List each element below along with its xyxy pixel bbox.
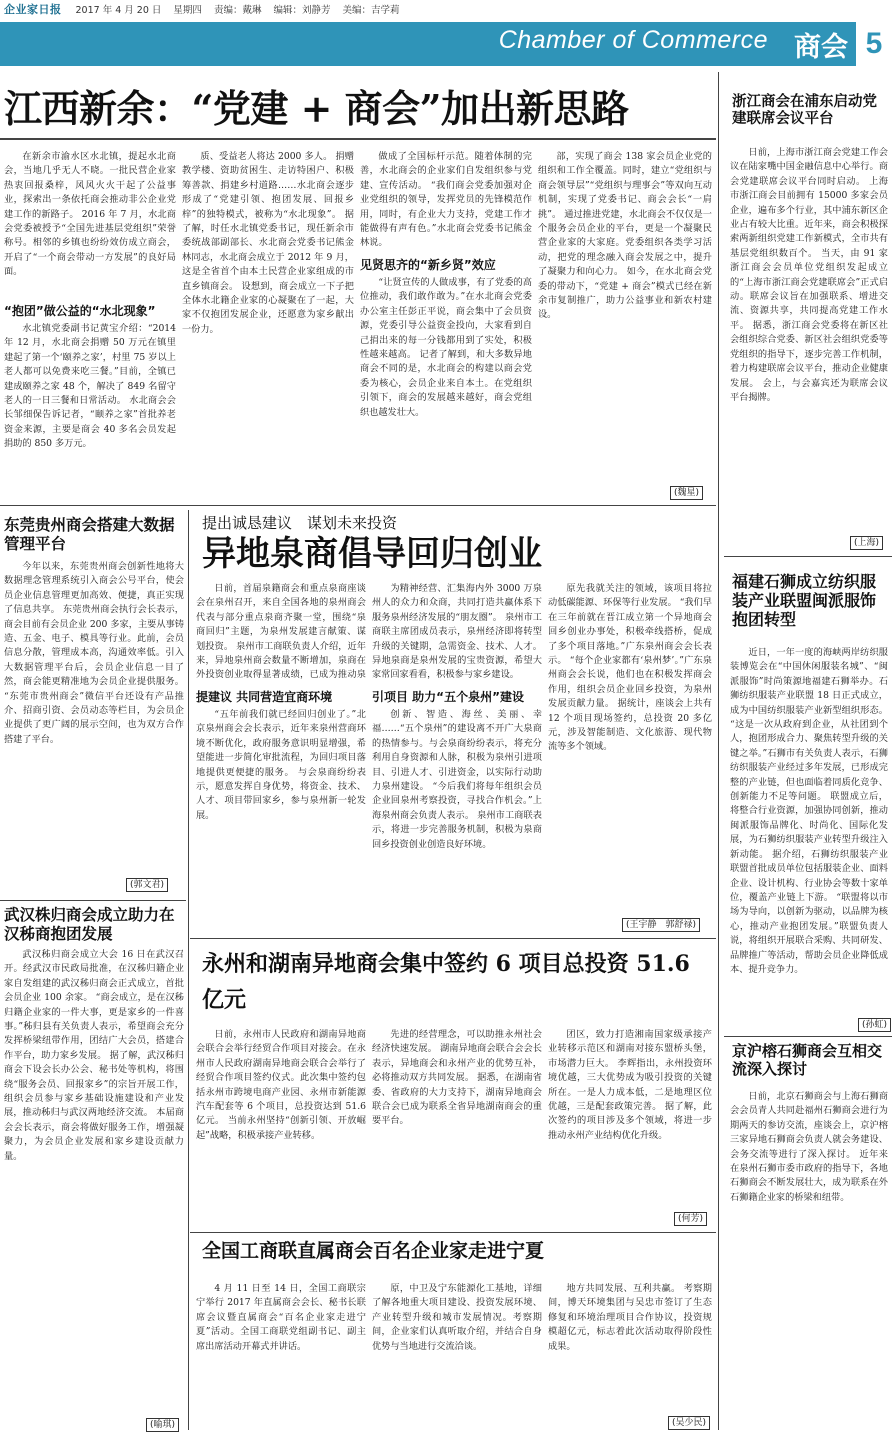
article1-title: 江西新余：“党建 + 商会”加出新思路 bbox=[4, 86, 629, 131]
article1-col1: 在新余市渝水区水北镇，提起水北商会，当地几乎无人不晓。一批民营企业家热衷回报桑梓，风风火火干起了公益事业，探索出一条依托商会推动非公企业党建工作的新路子。 2016 年 7 月，水北商会党委被授予“全国先进基层党组织”荣誉称号。相邻的乡镇也纷纷效仿成立商会，开启了“一个商会带动一方发展”的良好局面。 bbox=[4, 151, 176, 278]
article1-col1b: 水北镇党委副书记黄宝介绍：“2014 年 12 月，水北商会捐赠 50 万元在镇里建起了第一个‘颐养之家’，村里 75 岁以上老人都可以免费来吃三餐。”目前，全镇已建成颐养之家 48 个，解决了 849 名留守老人的一日三餐和日常活动。 水北商会会长邹细保告诉记者，“颐养之家”首批养老资金来源，主要是商会 40 多名会员发起捐助的 850 多万元。 bbox=[4, 323, 176, 450]
sidebar2-title: 东莞贵州商会搭建大数据管理平台 bbox=[4, 516, 175, 553]
editor-credit: 责编：戴琳 bbox=[213, 5, 262, 16]
article2-title: 异地泉商倡导回归创业 bbox=[202, 534, 542, 574]
meta-bar bbox=[0, 0, 892, 18]
column-divider-right bbox=[718, 72, 719, 1430]
sidebar3-title: 武汉株归商会成立助力在汉秭商抱团发展 bbox=[4, 906, 175, 943]
article2-col1b: “五年前我们就已经回归创业了。”北京泉州商会会长表示，近年来泉州营商环境不断优化，政府服务意识明显增强，希望能进一步简化审批流程，为回归项目落地提供更便捷的服务。 与会泉商纷纷表示，愿意发挥自身优势，将资金、技术、人才、项目带回家乡，参与泉州新一轮发展。 bbox=[196, 709, 366, 821]
section-title-english: Chamber of Commerce bbox=[498, 26, 768, 54]
article2-col2b: 创新、智造、海丝、美丽、幸福……“五个泉州”的建设离不开广大泉商的热情参与。与会泉商纷纷表示，将充分利用自身资源和人脉，积极为泉州引进项目、引进人才、引进资金，以实际行动助力泉州建设。 “今后我们将每年组织会员企业回泉州考察投资，寻找合作机会。”上海泉州商会负责人表示。 泉州市工商联表示，将进一步完善服务机制，积极为泉商回乡投资创业创造良好环境。 bbox=[372, 709, 542, 850]
issue-weekday: 星期四 bbox=[173, 5, 202, 16]
article1-col3: 做成了全国标杆示范。随着体制的完善，水北商会的企业家们自发组织参与党建、宣传活动。 “我们商会党委加强对企业党组织的领导，发挥党员的先锋模范作用，同时，有企业大力支持，党建工作才能做得有声有色。”水北商会党委书记熊金林说。 bbox=[360, 151, 532, 249]
sidebar4-title: 福建石狮成立纺织服装产业联盟闽派服饰抱团转型 bbox=[732, 572, 877, 630]
article2-subhead1: 提建议 共同营造宜商环境 bbox=[196, 690, 333, 704]
sidebar2-credit: (郭文君) bbox=[126, 878, 168, 892]
sidebar1-text: 日前，上海市浙江商会党建工作会议在陆家嘴中国金融信息中心举行。商会党建联席会议平台同时启动。 上海市浙江商会目前拥有 15000 多家会员企业，遍布多个行业，其中浦东新区企业占有较大比重。近年来，商会积极探索两新组织党建工作新模式，全市共有基层党组织数百个。 当天，由 91 家浙江商会会员单位党组织发起成立的“上海市浙江商会党建联席会”正式启动。联席会议旨在加强联系、增进交流、资源共享，共同提高党建工作水平。 据悉，浙江商会党委将在新区社会组织综合党委、新区社会组织党委等党组织的指导下，逐步完善工作机制，着力构建联席会议平台，推动企业健康发展。 会上，与会嘉宾还为联席会议平台揭牌。 bbox=[730, 147, 888, 403]
sidebar5-text: 日前，北京石狮商会与上海石狮商会会员青人共同赴福州石狮商会进行为期两天的参访交流，座谈会上，京沪榕三家异地石狮商会负责人就会务建设、会务交流等进行了深入探讨。 近年来在泉州石狮市委市政府的指导下，各地石狮商会不断发展壮大，成为联系在外石狮籍企业家的桥梁和纽带。 bbox=[730, 1091, 888, 1203]
sidebar1-bottom-rule bbox=[724, 556, 892, 557]
article3-col1: 日前，永州市人民政府和湖南异地商会联合会举行经贸合作项目对接会。在永州市人民政府湖南异地商会联合会举行了经贸合作项目签约仪式。此次集中签约包括永州市跨境电商产业园、永州市新能源汽车配套等 6 个项目，总投资达到 51.6 亿元。 当前永州坚持“创新引领、开放崛起”战略，积极承接产业转移。 bbox=[196, 1029, 366, 1141]
article1-subhead1: “抱团”做公益的“水北现象” bbox=[4, 304, 156, 318]
designer-credit: 美编：吉学莉 bbox=[342, 5, 400, 16]
article4-col2: 原，中卫及宁东能源化工基地，详细了解各地重大项目建设、投资发展环境、产业转型升级和城市发展情况。考察期间，企业家们认真听取介绍，并结合自身优势与当地进行交流洽谈。 bbox=[372, 1283, 542, 1352]
typesetter-credit: 编辑：刘静芳 bbox=[273, 5, 331, 16]
page-number: 5 bbox=[852, 22, 892, 66]
article2-subhead2: 引项目 助力“五个泉州”建设 bbox=[372, 690, 524, 704]
sidebar4-text: 近日，一年一度的海峡两岸纺织服装博览会在“中国休闲服装名城”、“闽派服饰”时尚策源地福建石狮举办。石狮纺织服装产业联盟 18 日正式成立，成为中国纺织服装产业新型组织形态。 “这是一次从政府到企业，从社团到个人，抱团形成合力、聚焦转型升级的关键之举。”石狮市有关负责人表示，石狮纺织服装产业经过多年发展，已形成完整的产业链，但也面临着同质化竞争、创新能力不足等问题。 联盟成立后，将整合行业资源，加强协同创新，推动闽派服饰品牌化、时尚化、国际化发展，为石狮纺织服装产业转型升级注入新动能。 据介绍，石狮纺织服装产业联盟首批成员单位包括服装企业、面料企业、设计机构、行业协会等数十家单位，覆盖产业链上下游。 “联盟将以市场为导向，以创新为驱动，以品牌为核心，推动产业抱团发展。”联盟负责人说，将组织开展联合采购、共同研发、品牌推广等活动，帮助会员企业降低成本、提升竞争力。 bbox=[730, 647, 888, 975]
sidebar2-bottom-rule bbox=[0, 900, 186, 901]
section-masthead bbox=[0, 22, 892, 66]
article2-kicker: 提出诚恳建议 谋划未来投资 bbox=[202, 514, 398, 532]
article4-title: 全国工商联直属商会百名企业家走进宁夏 bbox=[202, 1240, 545, 1262]
sidebar4-bottom-rule bbox=[724, 1036, 892, 1037]
article3-bottom-rule bbox=[190, 1232, 716, 1233]
sidebar1-title: 浙江商会在浦东启动党建联席会议平台 bbox=[732, 94, 877, 128]
article1-col3b: “让贤宣传的人做成事，有了党委的高位推动，我们敢作敢为。”在水北商会党委办公室主任彭正平说，商会集中了会员资源，党委引导公益资金投向，大家看到自己捐出来的每一分钱都用到了实处，积极性越来越高。 记者了解到，和大多数异地商会不同的是，水北商会的构建以商会党委为核心，会员企业来自本土。在党组织引领下，商会的发展越来越好，商会党组织也越发壮大。 bbox=[360, 277, 532, 418]
article3-col3: 团区，致力打造湘南国家级承接产业转移示范区和湖南对接东盟桥头堡，市场潜力巨大。 李辉指出，永州投资环境优越，三大优势成为吸引投资的关键所在。一是人力成本低，二是地理区位优越，三是配套政策完善。 据了解，此次签约的项目涉及多个领域，将进一步推动永州产业结构优化升级。 bbox=[548, 1029, 712, 1141]
sidebar3-text: 武汉秭归商会成立大会 16 日在武汉召开。经武汉市民政局批准，在汉秭归籍企业家自发组建的武汉秭归商会正式成立，首批会员企业 100 余家。 “商会成立，是在汉秭归籍企业家的一件大事，更是家乡的一件喜事。”秭归县有关负责人表示，希望商会充分发挥桥梁纽带作用，团结广大会员，搭建合作平台，助力家乡发展。 据了解，武汉秭归商会下设会长办公会、秘书处等机构，将围绕“服务会员、回报家乡”的宗旨开展工作，组织会员参与家乡基础设施建设和产业发展，推动秭归与武汉两地经济交流。 本届商会会长表示，商会将做好服务工作，增强凝聚力，为会员企业发展和家乡建设贡献力量。 bbox=[4, 949, 184, 1162]
article3-title: 永州和湖南异地商会集中签约 6 项目总投资 51.6 亿元 bbox=[202, 951, 690, 1013]
article2-col2: 为精神经营、汇集海内外 3000 万泉州人的众力和众商，共同打造共赢体系下服务泉州经济发展的“朋友圈”。 泉州市工商联主席团成员表示，泉州经济即将转型升级的关键期，急需资金、技术、人才。异地泉商是泉州发展的宝贵资源，希望大家常回家看看，积极参与家乡建设。 bbox=[372, 583, 542, 681]
article2-col1: 日前，首届泉籍商会和重点泉商座谈会在泉州召开，来自全国各地的泉州商会代表与部分重点泉商齐聚一堂，围绕“泉商回归”主题，为泉州发展建言献策、谋划投资。 泉州市工商联负责人介绍，近年来，异地泉州商会数量不断增加，泉商在外投资创业取得显著成绩，已成为推动泉 bbox=[196, 583, 366, 681]
article1-credit: (魏星) bbox=[670, 486, 703, 500]
article4-col3: 地方共同发展、互利共赢。 考察期间，博天环境集团与吴忠市签订了生态修复和环境治理项目合作协议，投资规模超亿元，标志着此次活动取得阶段性成果。 bbox=[548, 1283, 712, 1352]
article2-credit: (王宇静 郭舒禄) bbox=[622, 918, 700, 932]
sidebar5-title: 京沪榕石狮商会互相交流深入探讨 bbox=[732, 1042, 883, 1078]
issue-date: 2017 年 4 月 20 日 bbox=[75, 5, 162, 16]
sidebar4-credit: (孙虹) bbox=[858, 1018, 891, 1032]
article3-credit: (何芳) bbox=[674, 1212, 707, 1226]
article2-col3: 原先我就关注的领域，该项目将拉动低碳能源、环保等行业发展。 “我们早在三年前就在晋江成立第一个异地商会回乡创业办事处，积极牵线搭桥，促成了多个项目落地。”广东泉州商会会长表示。 “每个企业家都有‘泉州梦’。”广东泉州商会会长说，他们也在积极发挥商会作用，组织会员企业回乡投资，为泉州发展贡献力量。 据统计，座谈会上共有 12 个项目现场签约，总投资 20 多亿元，涉及智能制造、文化旅游、现代物流等多个领域。 bbox=[548, 583, 712, 753]
article4-col1: 4 月 11 日至 14 日，全国工商联宗宁举行 2017 年直属商会会长、秘书长联席会议暨直属商会“百名企业家走进宁夏”活动。全国工商联党组副书记、副主席出席活动开幕式并讲话。 bbox=[196, 1283, 366, 1352]
section-title-chinese: 商会 bbox=[794, 32, 848, 63]
sidebar2-text: 今年以来，东莞贵州商会创新性地将大数据理念管理系统引入商会公号平台，使会员企业信息管理更加高效、便捷，真正实现了信息共享。 东莞贵州商会执行会长表示，商会目前有会员企业 200 多家，主要从事铸造、五金、电子、模具等行业。此前，会员信息分散，管理成本高，沟通效率低。引入大数据管理平台后，会员企业信息一目了然，商会能更精准地为会员企业提供服务。 “东莞市贵州商会”微信平台还设有产品推介、招商引资、会员动态等栏目，为会员企业提供了更广阔的展示空间，也为双方合作搭建了平台。 bbox=[4, 561, 184, 745]
column-divider-left bbox=[188, 510, 189, 1430]
article4-credit: (吴少民) bbox=[668, 1416, 710, 1430]
horizontal-divider-1 bbox=[0, 505, 716, 506]
article3-col2: 先进的经营理念，可以助推永州社会经济快速发展。 湖南异地商会联合会会长表示，异地商会和永州产业的优势互补，必将推动双方共同发展。 据悉，在湖南省委、省政府的大力支持下，湖南异地商会联合会已成为联系全省异地湖南商会的重要平台。 bbox=[372, 1029, 542, 1127]
article1-col4: 部，实现了商会 138 家会员企业党的组织和工作全覆盖。同时，建立“党组织与商会领导层”“党组织与理事会”等双向互动机制，实现了党委书记、商会会长“一肩挑”。 通过推进党建，水北商会不仅仅是一个服务会员企业的平台，更是一个凝聚民营企业家的大家庭。党委组织各类学习活动，把党的理念融入商会发展之中，提升了凝聚力和向心力。 如今，在水北商会党委的带动下，“党建 + 商会”模式已经在新余市复制推广，助力公益事业和新农村建设。 bbox=[538, 151, 712, 321]
article1-subhead2: 见贤思齐的“新乡贤”效应 bbox=[360, 258, 496, 272]
article1-col2: 质、受益老人将达 2000 多人。 捐赠教学楼、资助贫困生、走访特困户、积极筹善款、捐建乡村道路……水北商会逐步形成了“党建引领、抱团发展、回报乡梓”的独特模式，被称为“水北现象”。 据了解，时任水北镇党委书记，现任新余市委统战部副部长、水北商会党委书记熊金林同志，水北商会成立于 2012 年 9 月，这是全省首个由本土民营企业家组成的市直乡镇商会。 设想到，商会成立一下子把全体水北籍企业家的心凝聚在了一起，大家不仅抱团发展企业，还愿意为家乡献出一份力。 bbox=[182, 151, 354, 335]
article2-bottom-rule bbox=[190, 938, 716, 939]
sidebar3-credit: (喻琪) bbox=[146, 1418, 179, 1432]
sidebar1-credit: (上海) bbox=[850, 536, 883, 550]
paper-logo: 企业家日报 bbox=[4, 3, 62, 16]
article1-title-rule bbox=[0, 138, 716, 140]
